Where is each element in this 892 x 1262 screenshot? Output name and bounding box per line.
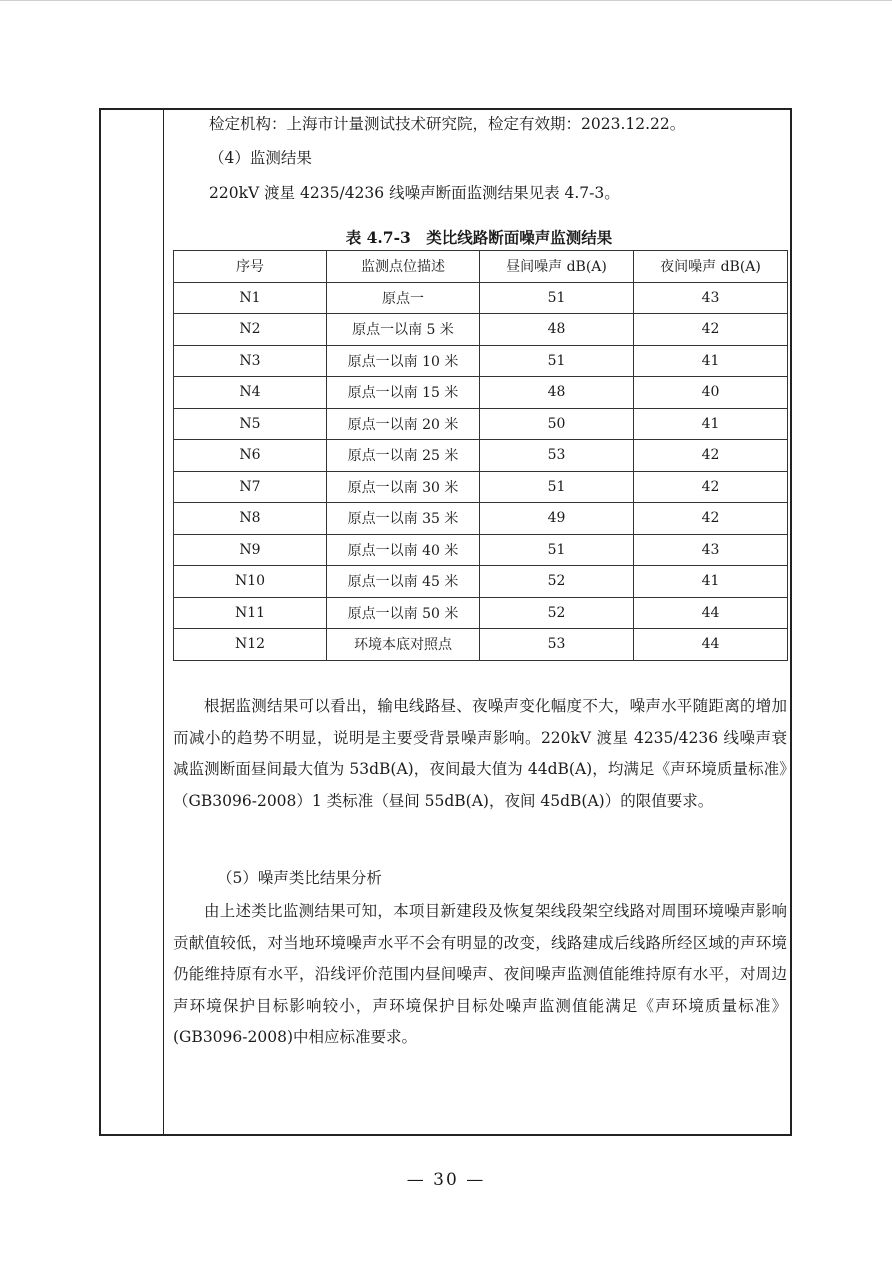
table-row [174,282,788,314]
cell-index: N6 [174,440,327,472]
cell-night-noise: 42 [634,314,788,346]
cell-day-noise: 51 [480,345,634,377]
cell-night-noise: 41 [634,408,788,440]
table-row [174,314,788,346]
cell-location: 原点一以南 50 米 [327,597,480,629]
cell-night-noise: 41 [634,566,788,598]
table-body [174,282,788,660]
cell-night-noise: 42 [634,440,788,472]
document-frame [99,108,792,1136]
analysis-paragraph-1: 根据监测结果可以看出，输电线路昼、夜噪声变化幅度不大，噪声水平随距离的增加而减小的趋势不明显，说明是主要受背景噪声影响。220kV 渡星 4235/4236 线噪声衰减监测断面昼间最大值为 53dB(A)，夜间最大值为 44dB(A)，均满足《声环境质量标准》（GB3096-2008）1 类标准（昼间 55dB(A)，夜间 45dB(A)）的限值要求。 [173,697,787,810]
cell-location: 原点一以南 40 米 [327,534,480,566]
column-header-night-noise: 夜间噪声 dB(A) [634,251,788,283]
noise-monitoring-table [173,250,788,661]
section-heading-monitoring-results: （4）监测结果 [209,149,312,167]
cell-day-noise: 51 [480,534,634,566]
analysis-paragraph-2: 由上述类比监测结果可知，本项目新建段及恢复架线段架空线路对周围环境噪声影响贡献值较低，对当地环境噪声水平不会有明显的改变，线路建成后线路所经区域的声环境仍能维持原有水平，沿线评价范围内昼间噪声、夜间噪声监测值能维持原有水平，对周边声环境保护目标影响较小，声环境保护目标处噪声监测值能满足《声环境质量标准》(GB3096-2008)中相应标准要求。 [173,902,787,1046]
cell-location: 原点一以南 5 米 [327,314,480,346]
cell-night-noise: 43 [634,534,788,566]
cell-index: N3 [174,345,327,377]
cell-index: N2 [174,314,327,346]
column-header-index: 序号 [174,251,327,283]
table-row [174,629,788,661]
cell-day-noise: 50 [480,408,634,440]
cell-location: 原点一以南 45 米 [327,566,480,598]
cell-location: 原点一以南 15 米 [327,377,480,409]
cell-index: N12 [174,629,327,661]
column-header-location: 监测点位描述 [327,251,480,283]
cell-index: N10 [174,566,327,598]
page-top-rule [0,0,892,1]
cell-day-noise: 51 [480,471,634,503]
table-caption: 表 4.7-3 类比线路断面噪声监测结果 [345,228,613,247]
page-number: — 30 — [406,1170,486,1190]
table-row [174,345,788,377]
cell-night-noise: 40 [634,377,788,409]
cell-day-noise: 48 [480,314,634,346]
table-row [174,503,788,535]
cell-location: 原点一以南 10 米 [327,345,480,377]
cell-night-noise: 41 [634,345,788,377]
cell-night-noise: 43 [634,282,788,314]
cell-location: 原点一以南 35 米 [327,503,480,535]
cell-location: 环境本底对照点 [327,629,480,661]
cell-night-noise: 42 [634,503,788,535]
cell-day-noise: 49 [480,503,634,535]
cell-day-noise: 52 [480,597,634,629]
table-header-row [174,251,788,283]
cell-night-noise: 44 [634,629,788,661]
table-row [174,440,788,472]
table-row [174,566,788,598]
cell-index: N7 [174,471,327,503]
table-row [174,377,788,409]
cell-index: N9 [174,534,327,566]
cell-index: N5 [174,408,327,440]
cell-index: N1 [174,282,327,314]
table-row [174,471,788,503]
cell-night-noise: 44 [634,597,788,629]
cell-day-noise: 48 [480,377,634,409]
monitoring-results-intro: 220kV 渡星 4235/4236 线噪声断面监测结果见表 4.7-3。 [209,184,620,202]
cell-index: N11 [174,597,327,629]
cell-index: N8 [174,503,327,535]
frame-left-column [101,110,164,1134]
cell-location: 原点一以南 25 米 [327,440,480,472]
cell-night-noise: 42 [634,471,788,503]
column-header-day-noise: 昼间噪声 dB(A) [480,251,634,283]
cell-location: 原点一以南 30 米 [327,471,480,503]
table-row [174,534,788,566]
section-heading-noise-analysis: （5）噪声类比结果分析 [217,869,382,887]
cell-location: 原点一以南 20 米 [327,408,480,440]
cell-index: N4 [174,377,327,409]
cell-day-noise: 53 [480,629,634,661]
table-row [174,408,788,440]
cell-day-noise: 53 [480,440,634,472]
cell-day-noise: 51 [480,282,634,314]
cell-day-noise: 52 [480,566,634,598]
table-row [174,597,788,629]
inspection-agency-line: 检定机构：上海市计量测试技术研究院，检定有效期：2023.12.22。 [209,115,686,133]
cell-location: 原点一 [327,282,480,314]
